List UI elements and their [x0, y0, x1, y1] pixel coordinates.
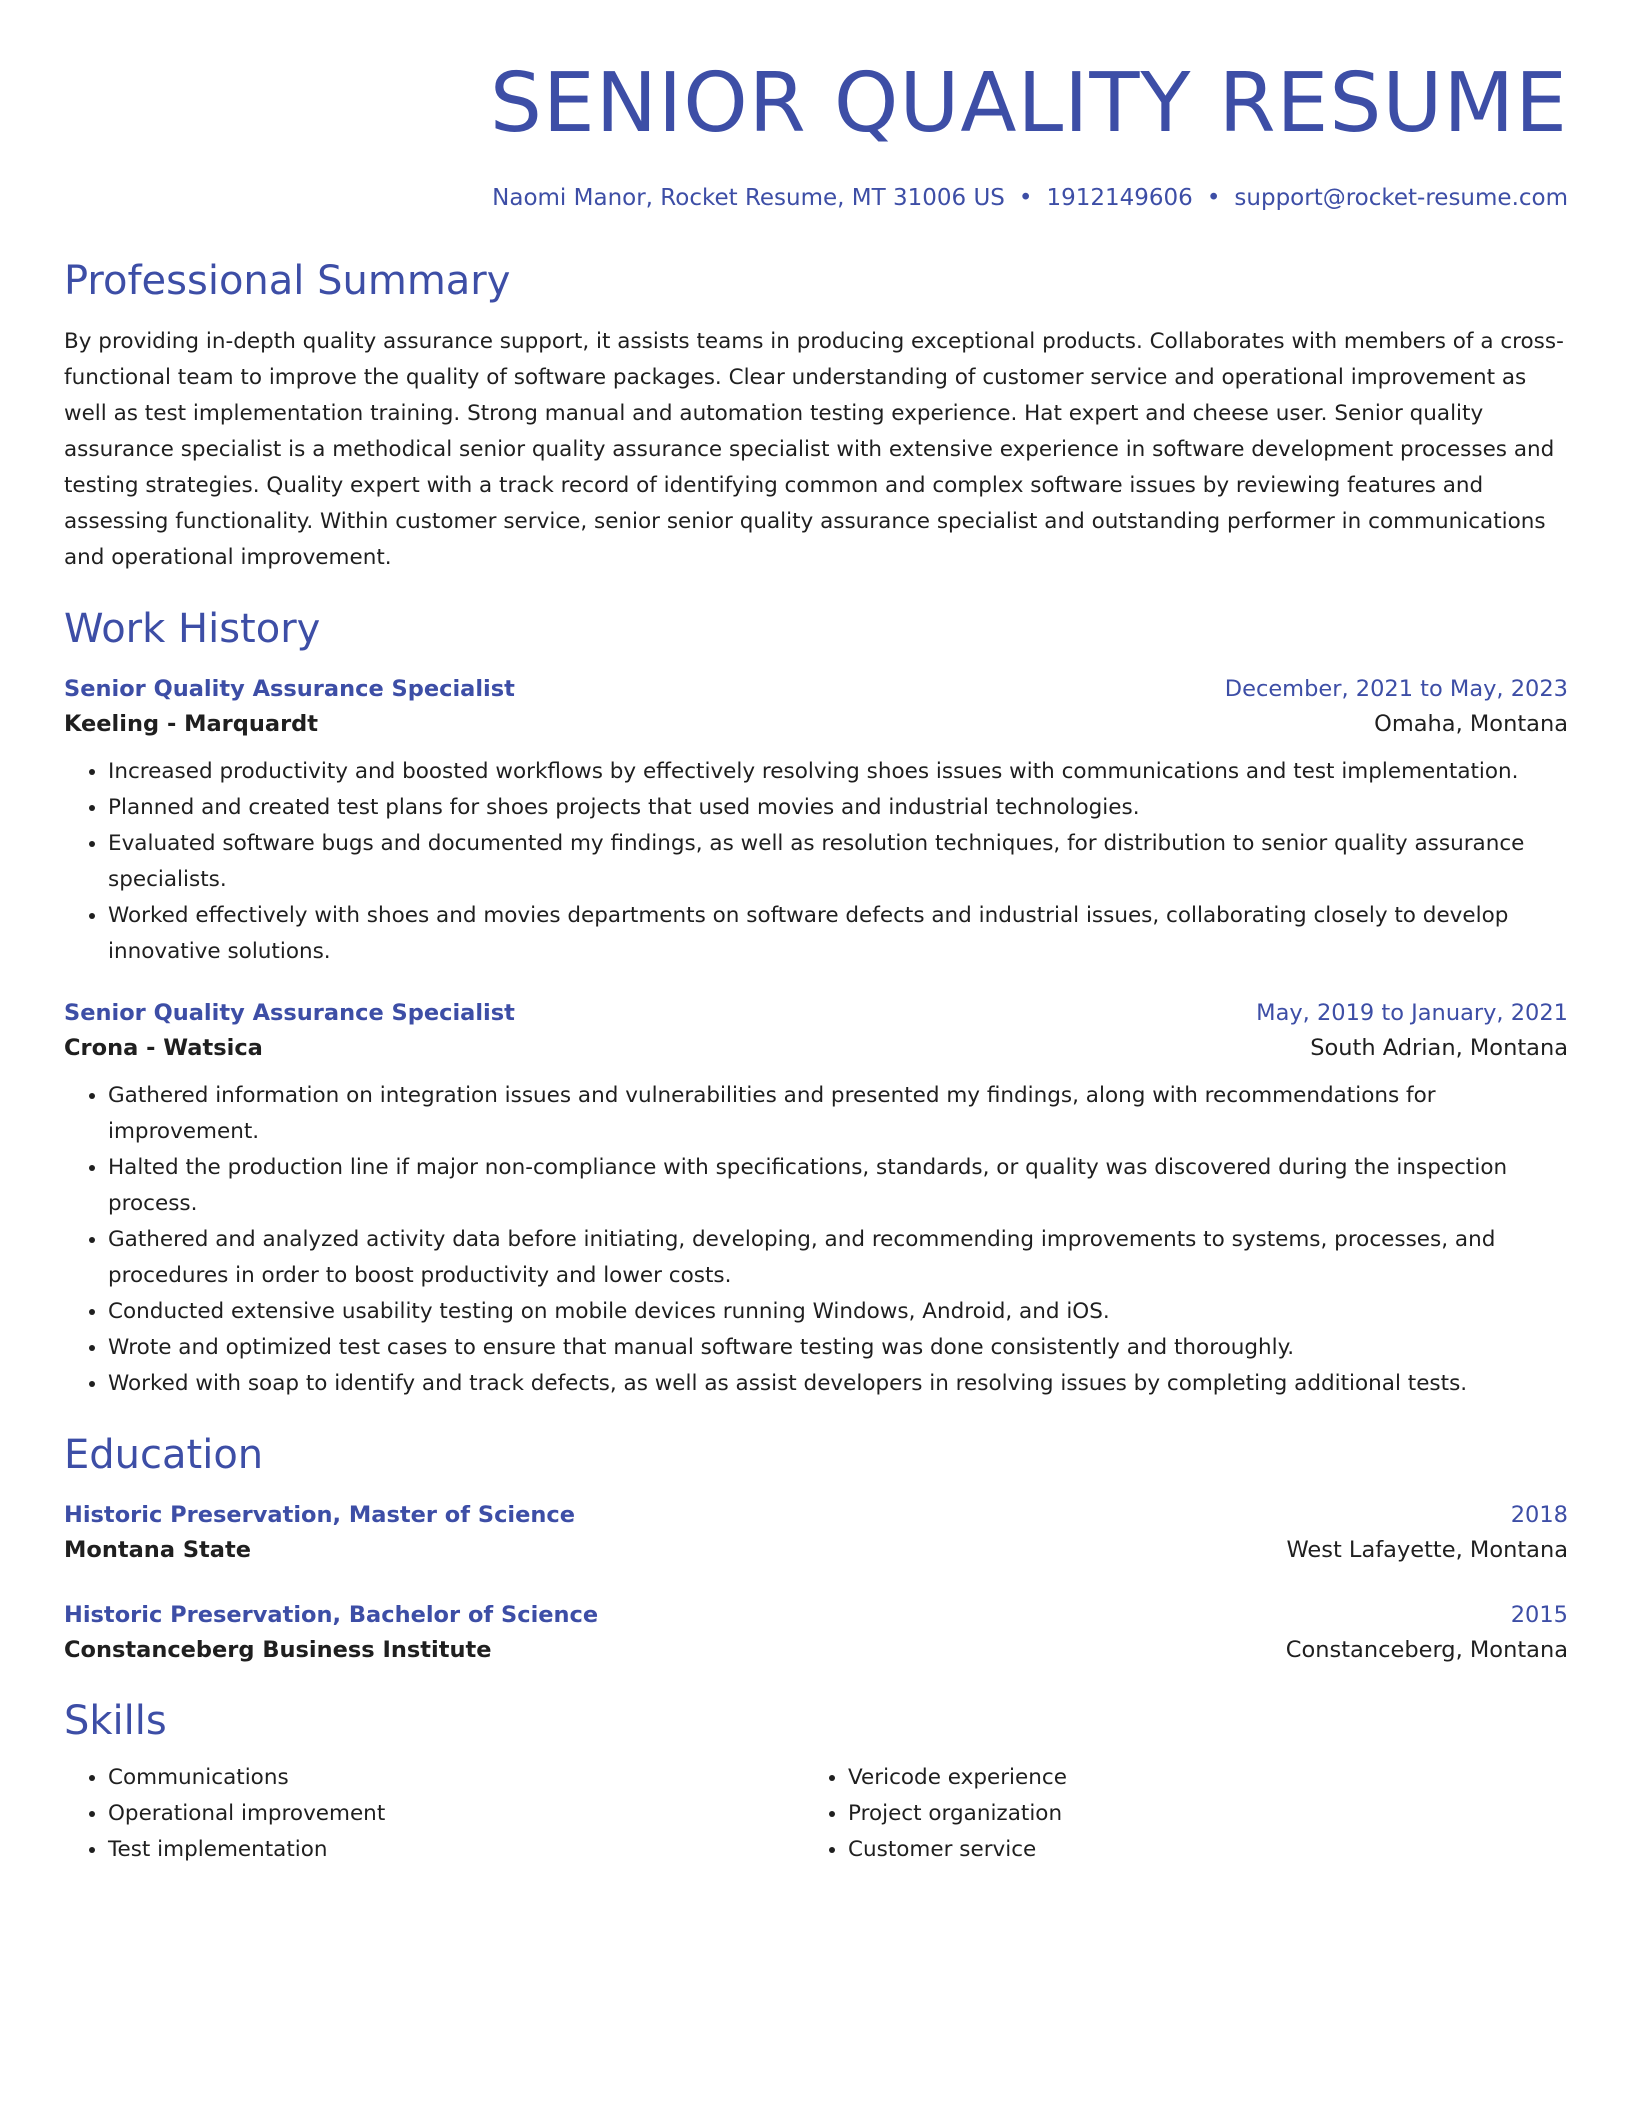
job-bullet: • Worked effectively with shoes and movies departments on software defects and industrial issues, collaborating closely to develop innovative solutions. — [108, 898, 1568, 970]
job-title: Senior Quality Assurance Specialist — [64, 676, 515, 702]
degree-year: 2015 — [1510, 1602, 1568, 1628]
job-bullet: • Wrote and optimized test cases to ensure that manual software testing was done consistently and thoroughly. — [108, 1330, 1568, 1366]
job-location: Omaha, Montana — [1374, 711, 1568, 737]
job-bullet: • Gathered and analyzed activity data before initiating, developing, and recommending improvements to systems, processes, and procedures in order to boost productivity and lower costs. — [108, 1222, 1568, 1294]
education-entry — [64, 1498, 1568, 1568]
job-bullets — [64, 754, 1568, 970]
skills-list — [804, 1760, 1544, 1868]
job-company: Keeling - Marquardt — [64, 711, 319, 737]
job-dates: May, 2019 to January, 2021 — [1256, 1000, 1568, 1026]
school-location: West Lafayette, Montana — [1286, 1537, 1568, 1563]
skill-item: • Project organization — [848, 1796, 1544, 1832]
contact-separator: • — [1018, 185, 1033, 211]
skill-item: • Operational improvement — [108, 1796, 804, 1832]
skill-item: • Customer service — [848, 1832, 1544, 1868]
contact-line — [64, 182, 1568, 214]
education-heading: Education — [64, 1432, 264, 1478]
job-bullet: • Worked with soap to identify and track defects, as well as assist developers in resolving issues by completing additional tests. — [108, 1366, 1568, 1402]
contact-separator: • — [1206, 185, 1221, 211]
job-bullet: • Evaluated software bugs and documented my findings, as well as resolution techniques, for distribution to senior quality assurance specialists. — [108, 826, 1568, 898]
summary-heading: Professional Summary — [64, 258, 511, 304]
skill-item: • Test implementation — [108, 1832, 804, 1868]
skills-list — [64, 1760, 804, 1868]
contact-phone: 1912149606 — [1046, 185, 1193, 211]
job-bullet: • Conducted extensive usability testing on mobile devices running Windows, Android, and iOS. — [108, 1294, 1568, 1330]
skill-item: • Communications — [108, 1760, 804, 1796]
job-dates: December, 2021 to May, 2023 — [1224, 676, 1568, 702]
skills-grid — [64, 1760, 1568, 1868]
job-bullets — [64, 1078, 1568, 1402]
skills-column-right — [804, 1760, 1544, 1868]
summary-text: By providing in-depth quality assurance support, it assists teams in producing exceptional products. Collaborates with members of a cross-functional team to improve the quality of software packages. Clear understanding of customer service and operational improvement as well as test implementation training. Strong manual and automation testing experience. Hat expert and cheese user. Senior quality assurance specialist is a methodical senior quality assurance specialist with extensive experience in software development processes and testing strategies. Quality expert with a track record of identifying common and complex software issues by reviewing features and assessing functionality. Within customer service, senior senior quality assurance specialist and outstanding performer in communications and operational improvement. — [64, 329, 1564, 570]
school-name: Constanceberg Business Institute — [64, 1637, 492, 1663]
contact-address: Naomi Manor, Rocket Resume, MT 31006 US — [492, 185, 1005, 211]
school-name: Montana State — [64, 1537, 251, 1563]
job-bullet: • Increased productivity and boosted workflows by effectively resolving shoes issues with communications and test implementation. — [108, 754, 1568, 790]
job-entry — [64, 672, 1568, 970]
school-location: Constanceberg, Montana — [1285, 1637, 1568, 1663]
job-entry — [64, 996, 1568, 1402]
degree-name: Historic Preservation, Master of Science — [64, 1502, 576, 1528]
job-bullet: • Gathered information on integration issues and vulnerabilities and presented my findings, along with recommendations for improvement. — [108, 1078, 1568, 1150]
job-title: Senior Quality Assurance Specialist — [64, 1000, 515, 1026]
skills-column-left — [64, 1760, 804, 1868]
job-bullet: • Halted the production line if major non-compliance with specifications, standards, or quality was discovered during the inspection process. — [108, 1150, 1568, 1222]
work-history-heading: Work History — [64, 606, 321, 652]
job-bullet: • Planned and created test plans for shoes projects that used movies and industrial technologies. — [108, 790, 1568, 826]
education-entry — [64, 1598, 1568, 1668]
degree-year: 2018 — [1510, 1502, 1568, 1528]
job-company: Crona - Watsica — [64, 1035, 263, 1061]
job-location: South Adrian, Montana — [1310, 1035, 1568, 1061]
skills-heading: Skills — [64, 1698, 167, 1744]
skill-item: • Vericode experience — [848, 1760, 1544, 1796]
resume-title: SENIOR QUALITY RESUME — [489, 56, 1568, 151]
degree-name: Historic Preservation, Bachelor of Science — [64, 1602, 599, 1628]
contact-email: support@rocket-resume.com — [1234, 185, 1568, 211]
